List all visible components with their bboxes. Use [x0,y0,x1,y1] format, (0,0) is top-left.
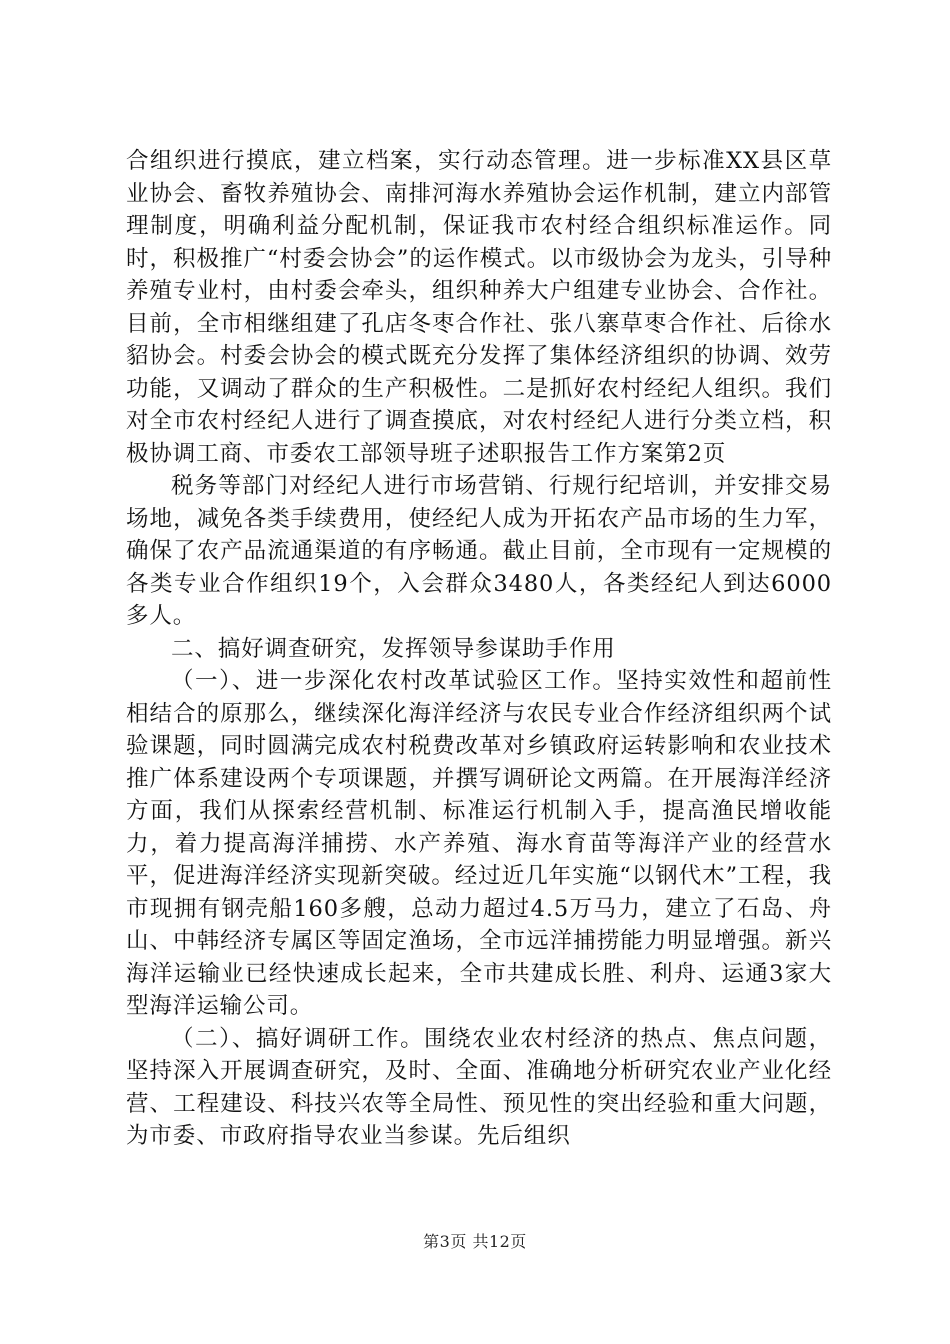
page-number-footer: 第3页 共12页 [423,1232,527,1251]
paragraph-brokers: 税务等部门对经纪人进行市场营销、行规行纪培训，并安排交易场地，减免各类手续费用，使经纪人成为开拓农产品市场的生力军，确保了农产品流通渠道的有序畅通。截止目前，全市现有一定规模的各类专业合作组织19个，入会群众3480人，各类经纪人到达6000多人。 [126,473,832,629]
paragraph-continuation: 合组织进行摸底，建立档案，实行动态管理。进一步标准XX县区草业协会、畜牧养殖协会、南排河海水养殖协会运作机制，建立内部管理制度，明确利益分配机制，保证我市农村经合组织标准运作。同时，积极推广“村委会协会”的运作模式。以市级协会为龙头，引导种养殖专业村，由村委会牵头，组织种养大户组建专业协会、合作社。目前，全市相继组建了孔店冬枣合作社、张八寨草枣合作社、后徐水貂协会。村委会协会的模式既充分发挥了集体经济组织的协调、效劳功能，又调动了群众的生产积极性。二是抓好农村经纪人组织。我们对全市农村经纪人进行了调查摸底，对农村经纪人进行分类立档，积极协调工商、市委农工部领导班子述职报告工作方案第2页 [126,148,832,467]
paragraph-research-work: （二）、搞好调研工作。围绕农业农村经济的热点、焦点问题，坚持深入开展调查研究，及时、全面、准确地分析研究农业产业化经营、工程建设、科技兴农等全局性、预见性的突出经验和重大问题，为市委、市政府指导农业当参谋。先后组织 [126,1025,832,1149]
document-body [126,145,832,1153]
section-heading: 二、搞好调查研究，发挥领导参谋助手作用 [171,635,616,662]
paragraph-reform-pilot: （一）、进一步深化农村改革试验区工作。坚持实效性和超前性相结合的原那么，继续深化海洋经济与农民专业合作经济组织两个试验课题，同时圆满完成农村税费改革对乡镇政府运转影响和农业技术推广体系建设两个专项课题，并撰写调研论文两篇。在开展海洋经济方面，我们从探索经营机制、标准运行机制入手，提高渔民增收能力，着力提高海洋捕捞、水产养殖、海水育苗等海洋产业的经营水平，促进海洋经济实现新突破。经过近几年实施“以钢代木”工程，我市现拥有钢壳船160多艘，总动力超过4.5万马力，建立了石岛、舟山、中韩经济专属区等固定渔场，全市远洋捕捞能力明显增强。新兴海洋运输业已经快速成长起来，全市共建成长胜、利舟、运通3家大型海洋运输公司。 [126,668,832,1019]
